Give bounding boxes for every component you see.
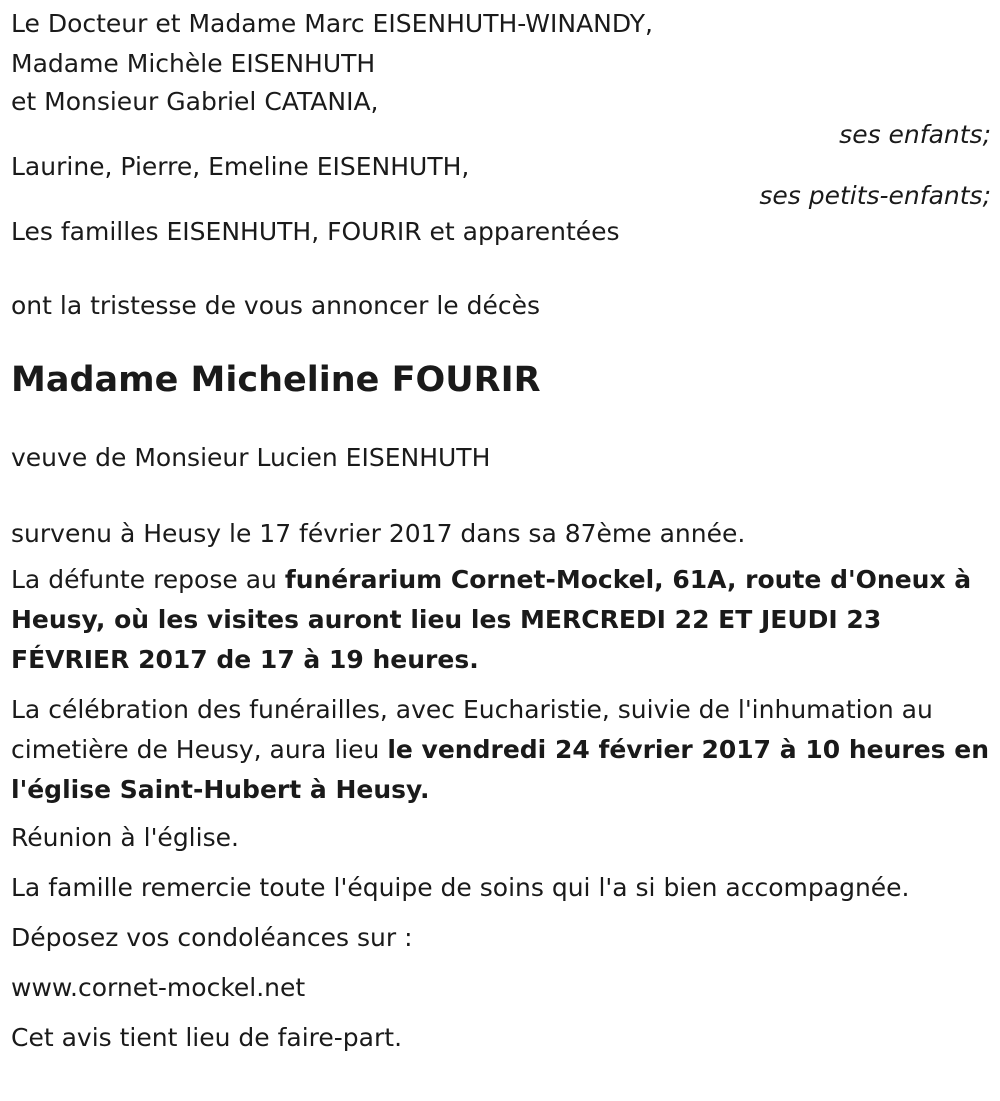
grandchildren-line-1: Laurine, Pierre, Emeline EISENHUTH, — [11, 152, 470, 181]
website-link[interactable]: www.cornet-mockel.net — [11, 973, 306, 1002]
ceremony-details: le vendredi 24 février 2017 à 10 heures en l'église Saint-Hubert à Heusy. — [11, 735, 989, 804]
children-role: ses enfants; — [839, 120, 991, 149]
ceremony-paragraph — [11, 690, 991, 810]
repose-prefix: La défunte repose au — [11, 565, 285, 594]
families-line: Les familles EISENHUTH, FOURIR et apparentées — [11, 217, 620, 246]
repose-details: funérarium Cornet-Mockel, 61A, route d'Oneux à Heusy, où les visites auront lieu les MERCREDI 22 ET JEUDI 23 FÉVRIER 2017 de 17 à 19 heures. — [11, 565, 972, 674]
children-line-1: Le Docteur et Madame Marc EISENHUTH-WINANDY, — [11, 9, 653, 38]
meeting-line: Réunion à l'église. — [11, 823, 239, 852]
announcement-line: ont la tristesse de vous annoncer le décès — [11, 291, 540, 320]
widow-of-line: veuve de Monsieur Lucien EISENHUTH — [11, 443, 491, 472]
ceremony-prefix: La célébration des funérailles, avec Eucharistie, suivie de l'inhumation au cimetière de Heusy, aura lieu — [11, 695, 933, 764]
repose-paragraph — [11, 560, 991, 680]
obituary-notice — [11, 4, 991, 1058]
thanks-line: La famille remercie toute l'équipe de soins qui l'a si bien accompagnée. — [11, 873, 910, 902]
children-line-2: Madame Michèle EISENHUTH — [11, 49, 376, 78]
condolences-label: Déposez vos condoléances sur : — [11, 923, 413, 952]
death-info-line: survenu à Heusy le 17 février 2017 dans sa 87ème année. — [11, 519, 746, 548]
grandchildren-role: ses petits-enfants; — [759, 181, 991, 210]
deceased-name: Madame Micheline FOURIR — [11, 360, 541, 400]
children-line-3: et Monsieur Gabriel CATANIA, — [11, 87, 379, 116]
closing-line: Cet avis tient lieu de faire-part. — [11, 1023, 403, 1052]
